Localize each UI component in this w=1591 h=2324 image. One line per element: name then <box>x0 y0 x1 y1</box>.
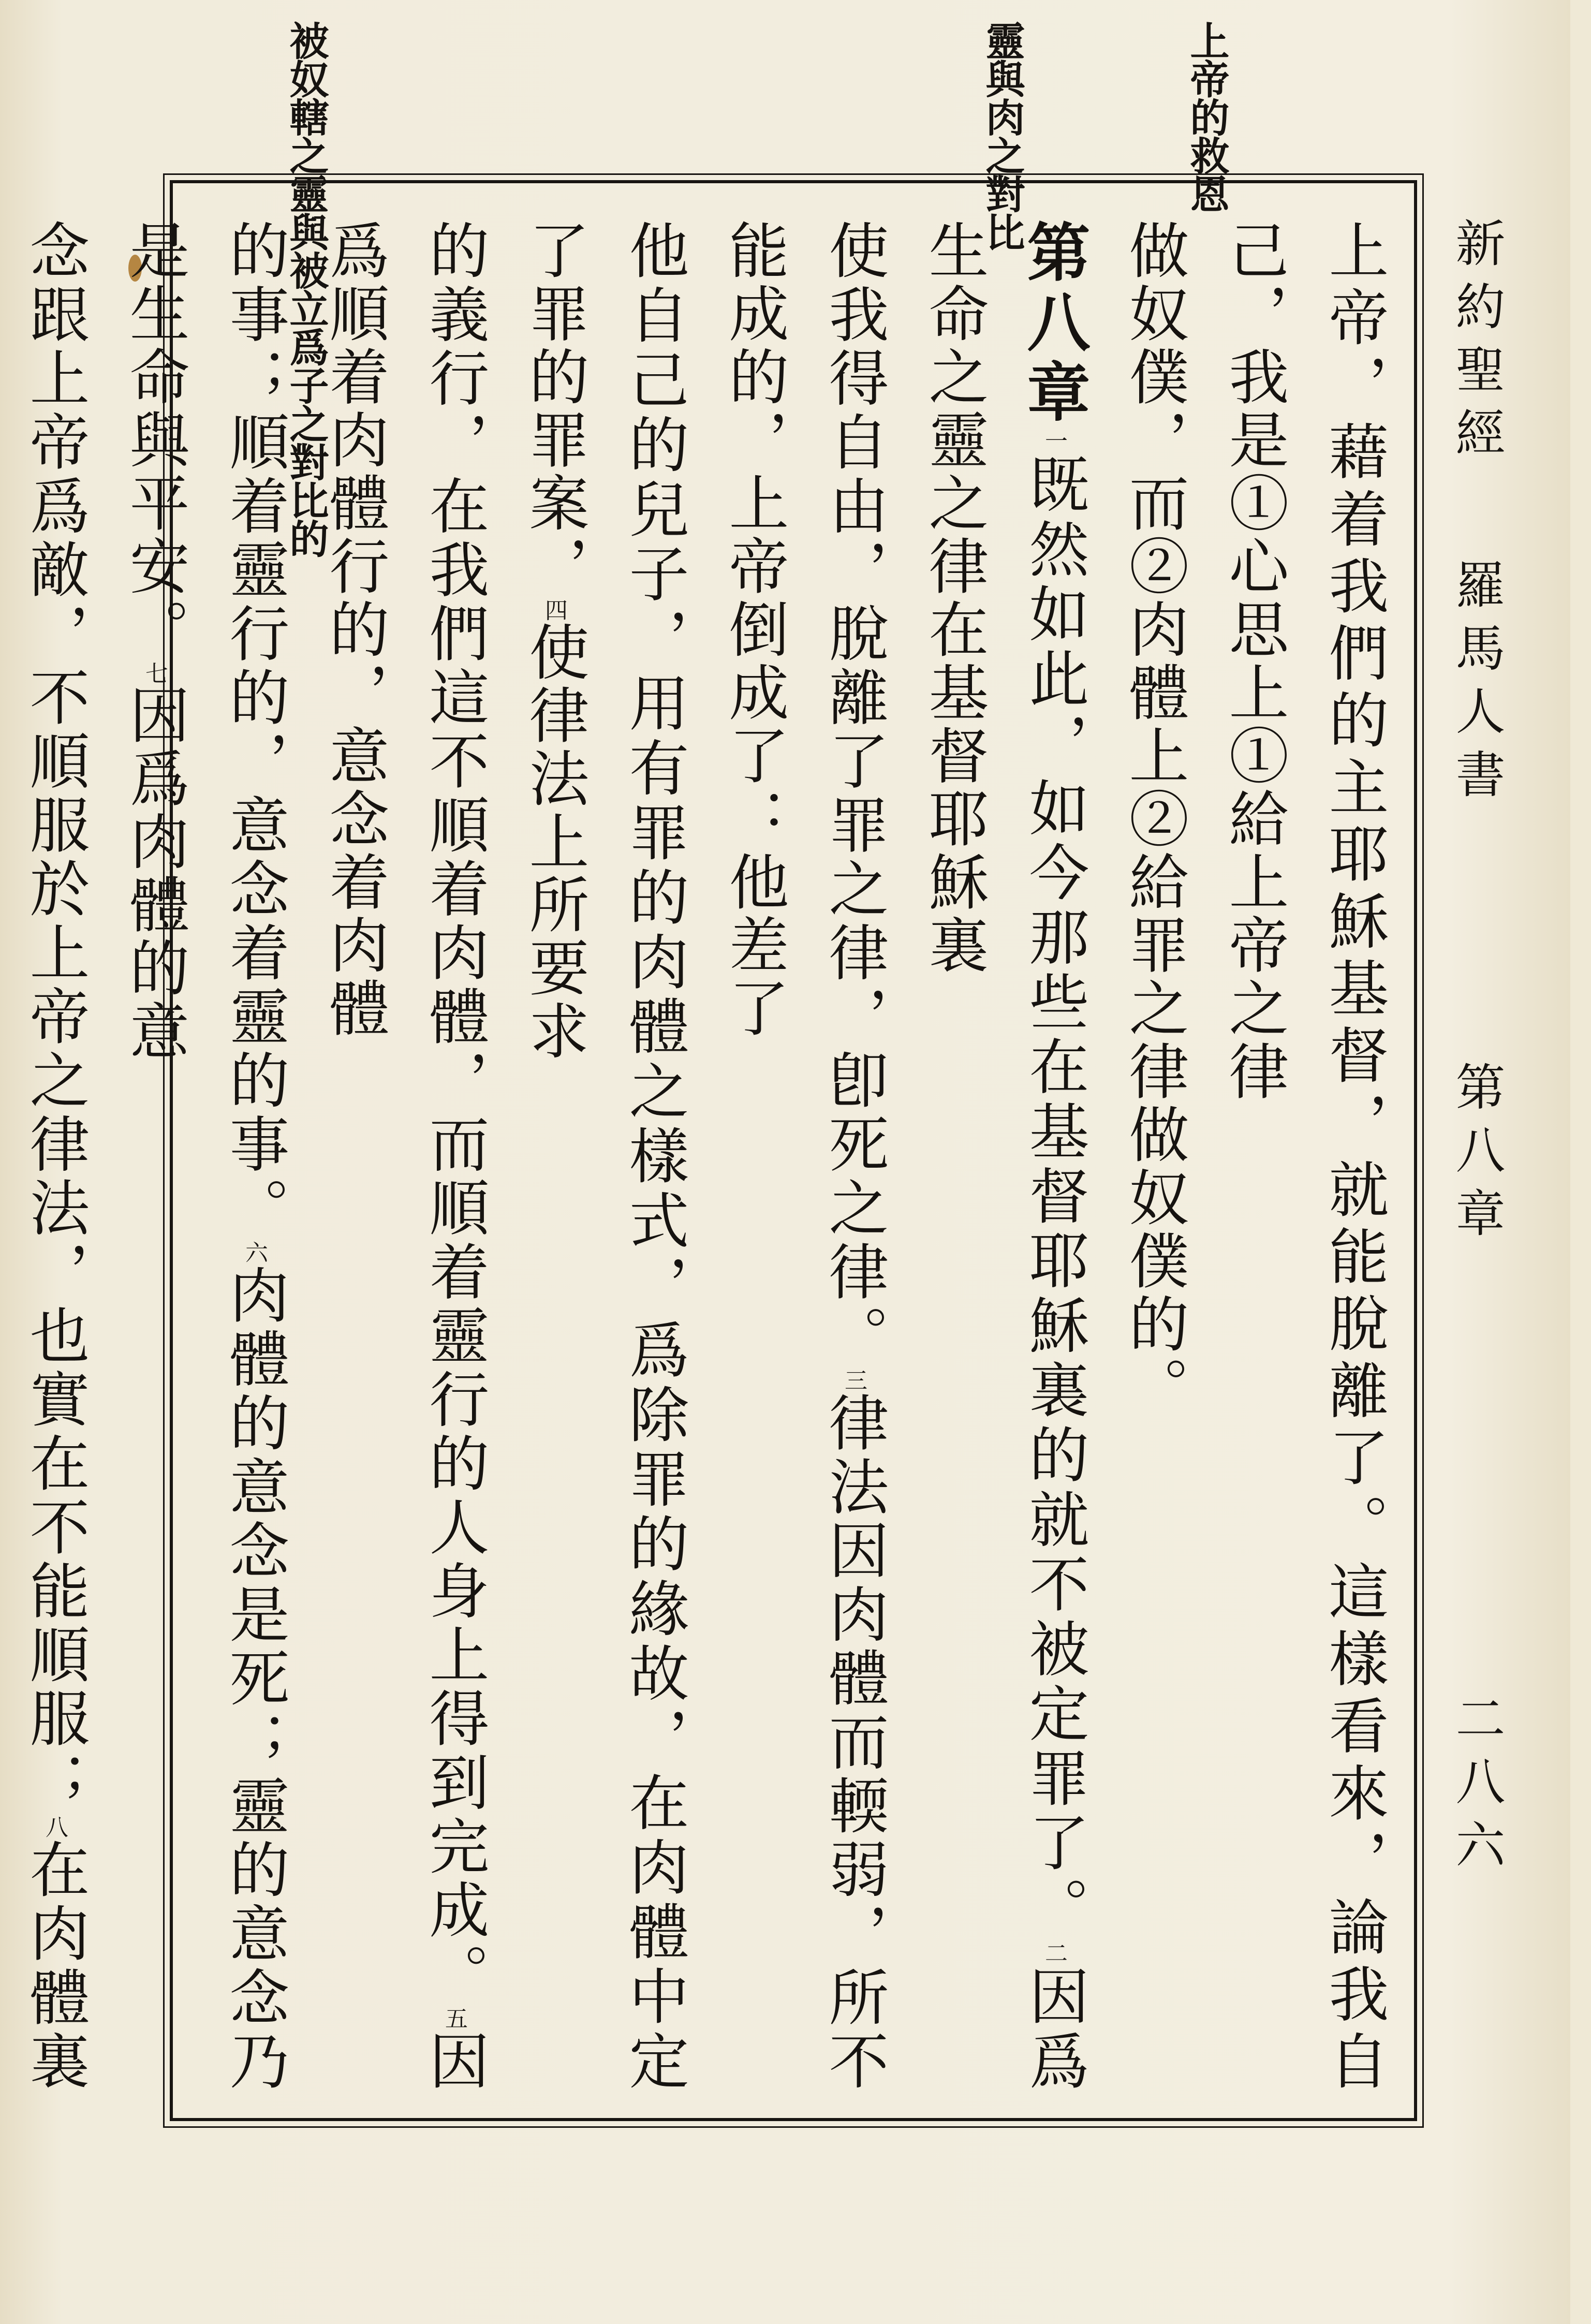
side-note-adoption: 被奴轄之靈與被立爲子之對比的 <box>283 21 329 557</box>
verse-number: 三 <box>841 1368 867 1392</box>
text-segment: 因爲肉體的意 <box>120 684 189 1063</box>
text-segment: 使律法上所要求 <box>519 621 589 1063</box>
text-segment: 肉體的意念是死；靈的意念乃是生命與平安。 <box>120 219 289 2094</box>
text-segment: 因爲順着肉體行的，意念着肉體 <box>319 219 489 2094</box>
verse-number: 一 <box>1041 429 1067 453</box>
verse-number: 六 <box>241 1240 268 1264</box>
page-number: 二八六 <box>1448 1693 1506 1882</box>
running-head-chapter: 第八章 <box>1448 1061 1506 1251</box>
text-segment: 上帝，藉着我們的主耶穌基督，就能脫離了。這樣看來，論我自己，我是①心思上①給上帝之律 <box>1219 219 1389 2093</box>
text-segment: 律法因肉體而輭弱，所不能成的，上帝倒成了：他差了 <box>719 219 889 2094</box>
side-note-spirit-flesh: 靈與肉之對比 <box>979 21 1025 251</box>
text-segment: 的義行，在我們這不順着肉體，而順着靈行的人身上得到完成。 <box>419 219 489 2007</box>
chapter-heading: 第八章 <box>1017 219 1091 429</box>
running-head-epistle: 羅馬人書 <box>1448 559 1506 812</box>
verse-number: 八 <box>41 1814 68 1839</box>
text-segment: 念跟上帝爲敵，不順服於上帝之律法，也實在不能順服； <box>20 219 90 1815</box>
text-segment: 在肉體裏 <box>20 1838 90 2094</box>
text-segment: 使我得自由，脫離了罪之律，卽死之律。 <box>819 219 889 1369</box>
text-segment: 既然如此，如今那些在基督耶穌裏的就不被定罪了。 <box>1019 453 1089 1941</box>
verse-number: 四 <box>541 598 567 621</box>
verse-number: 五 <box>441 2006 467 2031</box>
verse-number: 二 <box>1041 1941 1067 1966</box>
text-frame <box>20 180 1417 2121</box>
side-note-salvation: 上帝的救恩 <box>1184 21 1230 212</box>
text-segment: 做奴僕，而②肉體上②給罪之律做奴僕的。 <box>1119 219 1189 1419</box>
romans-8-body-text <box>0 219 1404 2093</box>
text-segment: 他自己的兒子，用有罪的肉體之樣式，爲除罪的緣故，在肉體中定了罪的罪案， <box>519 219 689 2093</box>
running-head-book: 新約聖經 <box>1448 217 1506 470</box>
text-segment: 因爲生命之靈之律在基督耶穌裏 <box>919 219 1089 2094</box>
text-segment: 的事；順着靈行的，意念着靈的事。 <box>219 219 289 1241</box>
verse-number: 七 <box>141 661 168 684</box>
